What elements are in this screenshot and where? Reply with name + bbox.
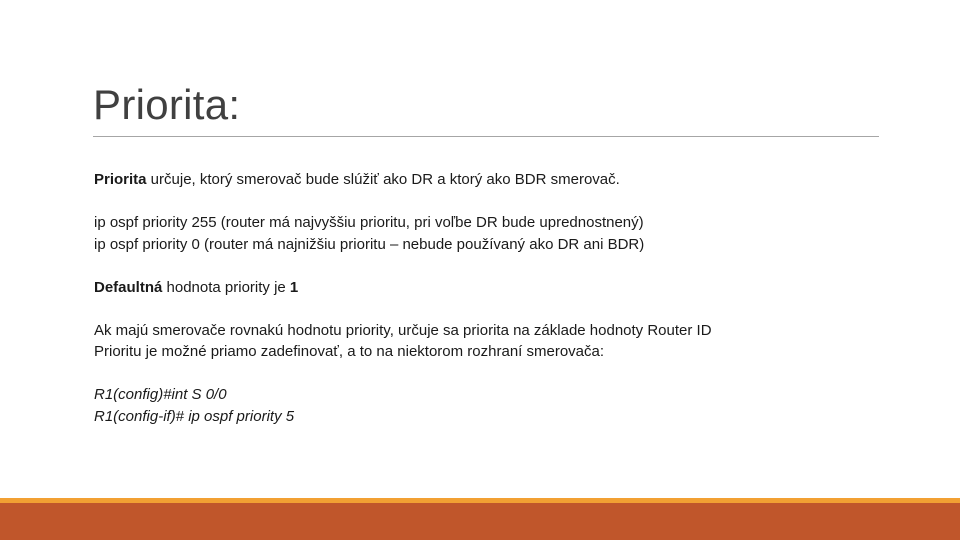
footer-bar: [0, 503, 960, 540]
priority-term: Priorita: [94, 171, 147, 188]
priority-definition-text: určuje, ktorý smerovač bude slúžiť ako DR a ktorý ako BDR smerovač.: [146, 171, 620, 188]
command-line-2: R1(config-if)# ip ospf priority 5: [94, 407, 295, 425]
title-divider: [93, 136, 879, 137]
interface-config-line: Prioritu je možné priamo zadefinovať, a to na niektorom rozhraní smerovača:: [94, 343, 605, 360]
command-line-1: R1(config)#int S 0/0: [94, 386, 227, 403]
priority-255-line: ip ospf priority 255 (router má najvyššiu prioritu, pri voľbe DR bude uprednostnený): [94, 214, 644, 231]
default-priority-line: [94, 277, 894, 299]
default-text: hodnota priority je: [162, 278, 290, 296]
priority-0-line: ip ospf priority 0 (router má najnižšiu prioritu – nebude používaný ako DR ani BDR): [94, 235, 645, 253]
default-value: 1: [289, 278, 299, 296]
router-id-line: Ak majú smerovače rovnakú hodnotu priority, určuje sa priorita na základe hodnoty Router ID: [94, 321, 712, 339]
slide-body: [94, 169, 894, 427]
slide-title: Priorita:: [93, 81, 241, 128]
default-term: Defaultná: [94, 278, 163, 296]
priority-definition-line: [94, 169, 894, 191]
